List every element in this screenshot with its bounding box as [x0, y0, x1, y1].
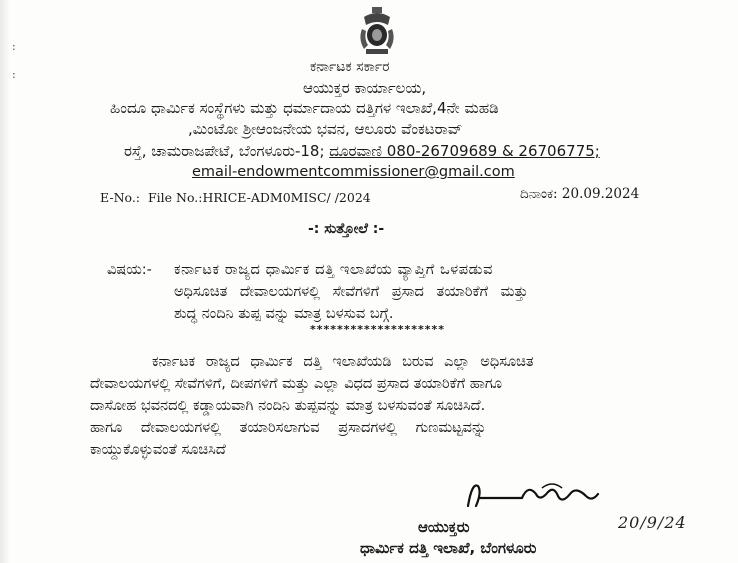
signatory-designation: ಆಯುಕ್ತರು	[418, 518, 470, 536]
govt-name: ಕರ್ನಾಟಕ ಸರ್ಕಾರ	[310, 59, 390, 75]
separator-stars: ********************	[310, 323, 446, 336]
circular-title: -: ಸುತ್ತೋಲೆ :-	[308, 221, 385, 237]
department-name: ಹಿಂದೂ ಧಾರ್ಮಿಕ ಸಂಸ್ಥೆಗಳು ಮತ್ತು ಧರ್ಮಾದಾಯ ದತ್ತಿಗಳ ಇಲಾಖೆ,4ನೇ ಮಹಡಿ	[110, 99, 499, 117]
body-line-5: ಕಾಯ್ದುಕೊಳ್ಳುವಂತೆ ಸೂಚಿಸಿದೆ	[90, 442, 226, 458]
address-prefix: ರಸ್ತೆ, ಚಾಮರಾಜಪೇಟೆ, ಬೆಂಗಳೂರು-18;	[124, 142, 325, 160]
margin-mark: :	[12, 40, 16, 53]
subject-line-2: ಅಧಿಸೂಚಿತ ದೇವಾಲಯಗಳಲ್ಲಿ ಸೇವೆಗಳಿಗೆ ಪ್ರಸಾದ ತಯಾರಿಕೆಗೆ ಮತ್ತು	[174, 284, 528, 300]
subject-line-3: ಶುದ್ಧ ನಂದಿನಿ ತುಪ್ಪ ವನ್ನು ಮಾತ್ರ ಬಳಸುವ ಬಗ್ಗೆ.	[174, 306, 394, 322]
office-name: ಆಯುಕ್ತರ ಕಾರ್ಯಾಲಯ,	[303, 79, 427, 97]
file-number: File No.:HRICE-ADM0MISC/ /2024	[148, 190, 371, 205]
email-link[interactable]: email-endowmentcommissioner@gmail.com	[192, 164, 515, 180]
body-line-3: ದಾಸೋಹ ಭವನದಲ್ಲಿ ಕಡ್ಡಾಯವಾಗಿ ನಂದಿನಿ ತುಪ್ಪವನ್ನು ಮಾತ್ರ ಬಳಸುವಂತೆ ಸೂಚಿಸಿದೆ.	[90, 398, 486, 414]
address-line	[124, 142, 600, 160]
body-line-2: ದೇವಾಲಯಗಳಲ್ಲಿ ಸೇವೆಗಳಿಗೆ, ದೀಪಗಳಿಗೆ ಮತ್ತು ಎಲ್ಲಾ ವಿಧದ ಪ್ರಸಾದ ತಯಾರಿಕೆಗೆ ಹಾಗೂ	[90, 376, 503, 392]
body-line-4: ಹಾಗೂ ದೇವಾಲಯಗಳಲ್ಲಿ ತಯಾರಿಸಲಾಗುವ ಪ್ರಸಾದಗಳಲ್ಲಿ ಗುಣಮಟ್ಟವನ್ನು	[90, 420, 487, 436]
handwritten-date: 20/9/24	[618, 513, 687, 532]
e-number: E-No.:	[100, 190, 141, 205]
signature-image	[462, 476, 602, 516]
subject-label: ವಿಷಯ:-	[107, 262, 152, 278]
subject-line-1: ಕರ್ನಾಟಕ ರಾಜ್ಯದ ಧಾರ್ಮಿಕ ದತ್ತಿ ಇಲಾಖೆಯ ವ್ಯಾಪ್ತಿಗೆ ಒಳಪಡುವ	[174, 262, 494, 278]
scan-edge-shadow	[0, 0, 10, 563]
phone-number: ದೂರವಾಣಿ 080-26709689 & 26706775;	[329, 142, 600, 160]
document-date: ದಿನಾಂಕ: 20.09.2024	[520, 186, 640, 202]
margin-mark: :	[12, 68, 16, 81]
signatory-department: ಧಾರ್ಮಿಕ ದತ್ತಿ ಇಲಾಖೆ, ಬೆಂಗಳೂರು	[360, 539, 537, 557]
karnataka-emblem-icon	[356, 5, 398, 59]
building-name: ,ಮಿಂಟೋ ಶ್ರೀಆಂಜನೇಯ ಭವನ, ಆಲೂರು ವೆಂಕಟರಾವ್	[188, 120, 463, 138]
body-line-1: ಕರ್ನಾಟಕ ರಾಜ್ಯದ ಧಾರ್ಮಿಕ ದತ್ತಿ ಇಲಾಖೆಯಡಿ ಬರುವ ಎಲ್ಲಾ ಅಧಿಸೂಚಿತ	[152, 354, 534, 370]
